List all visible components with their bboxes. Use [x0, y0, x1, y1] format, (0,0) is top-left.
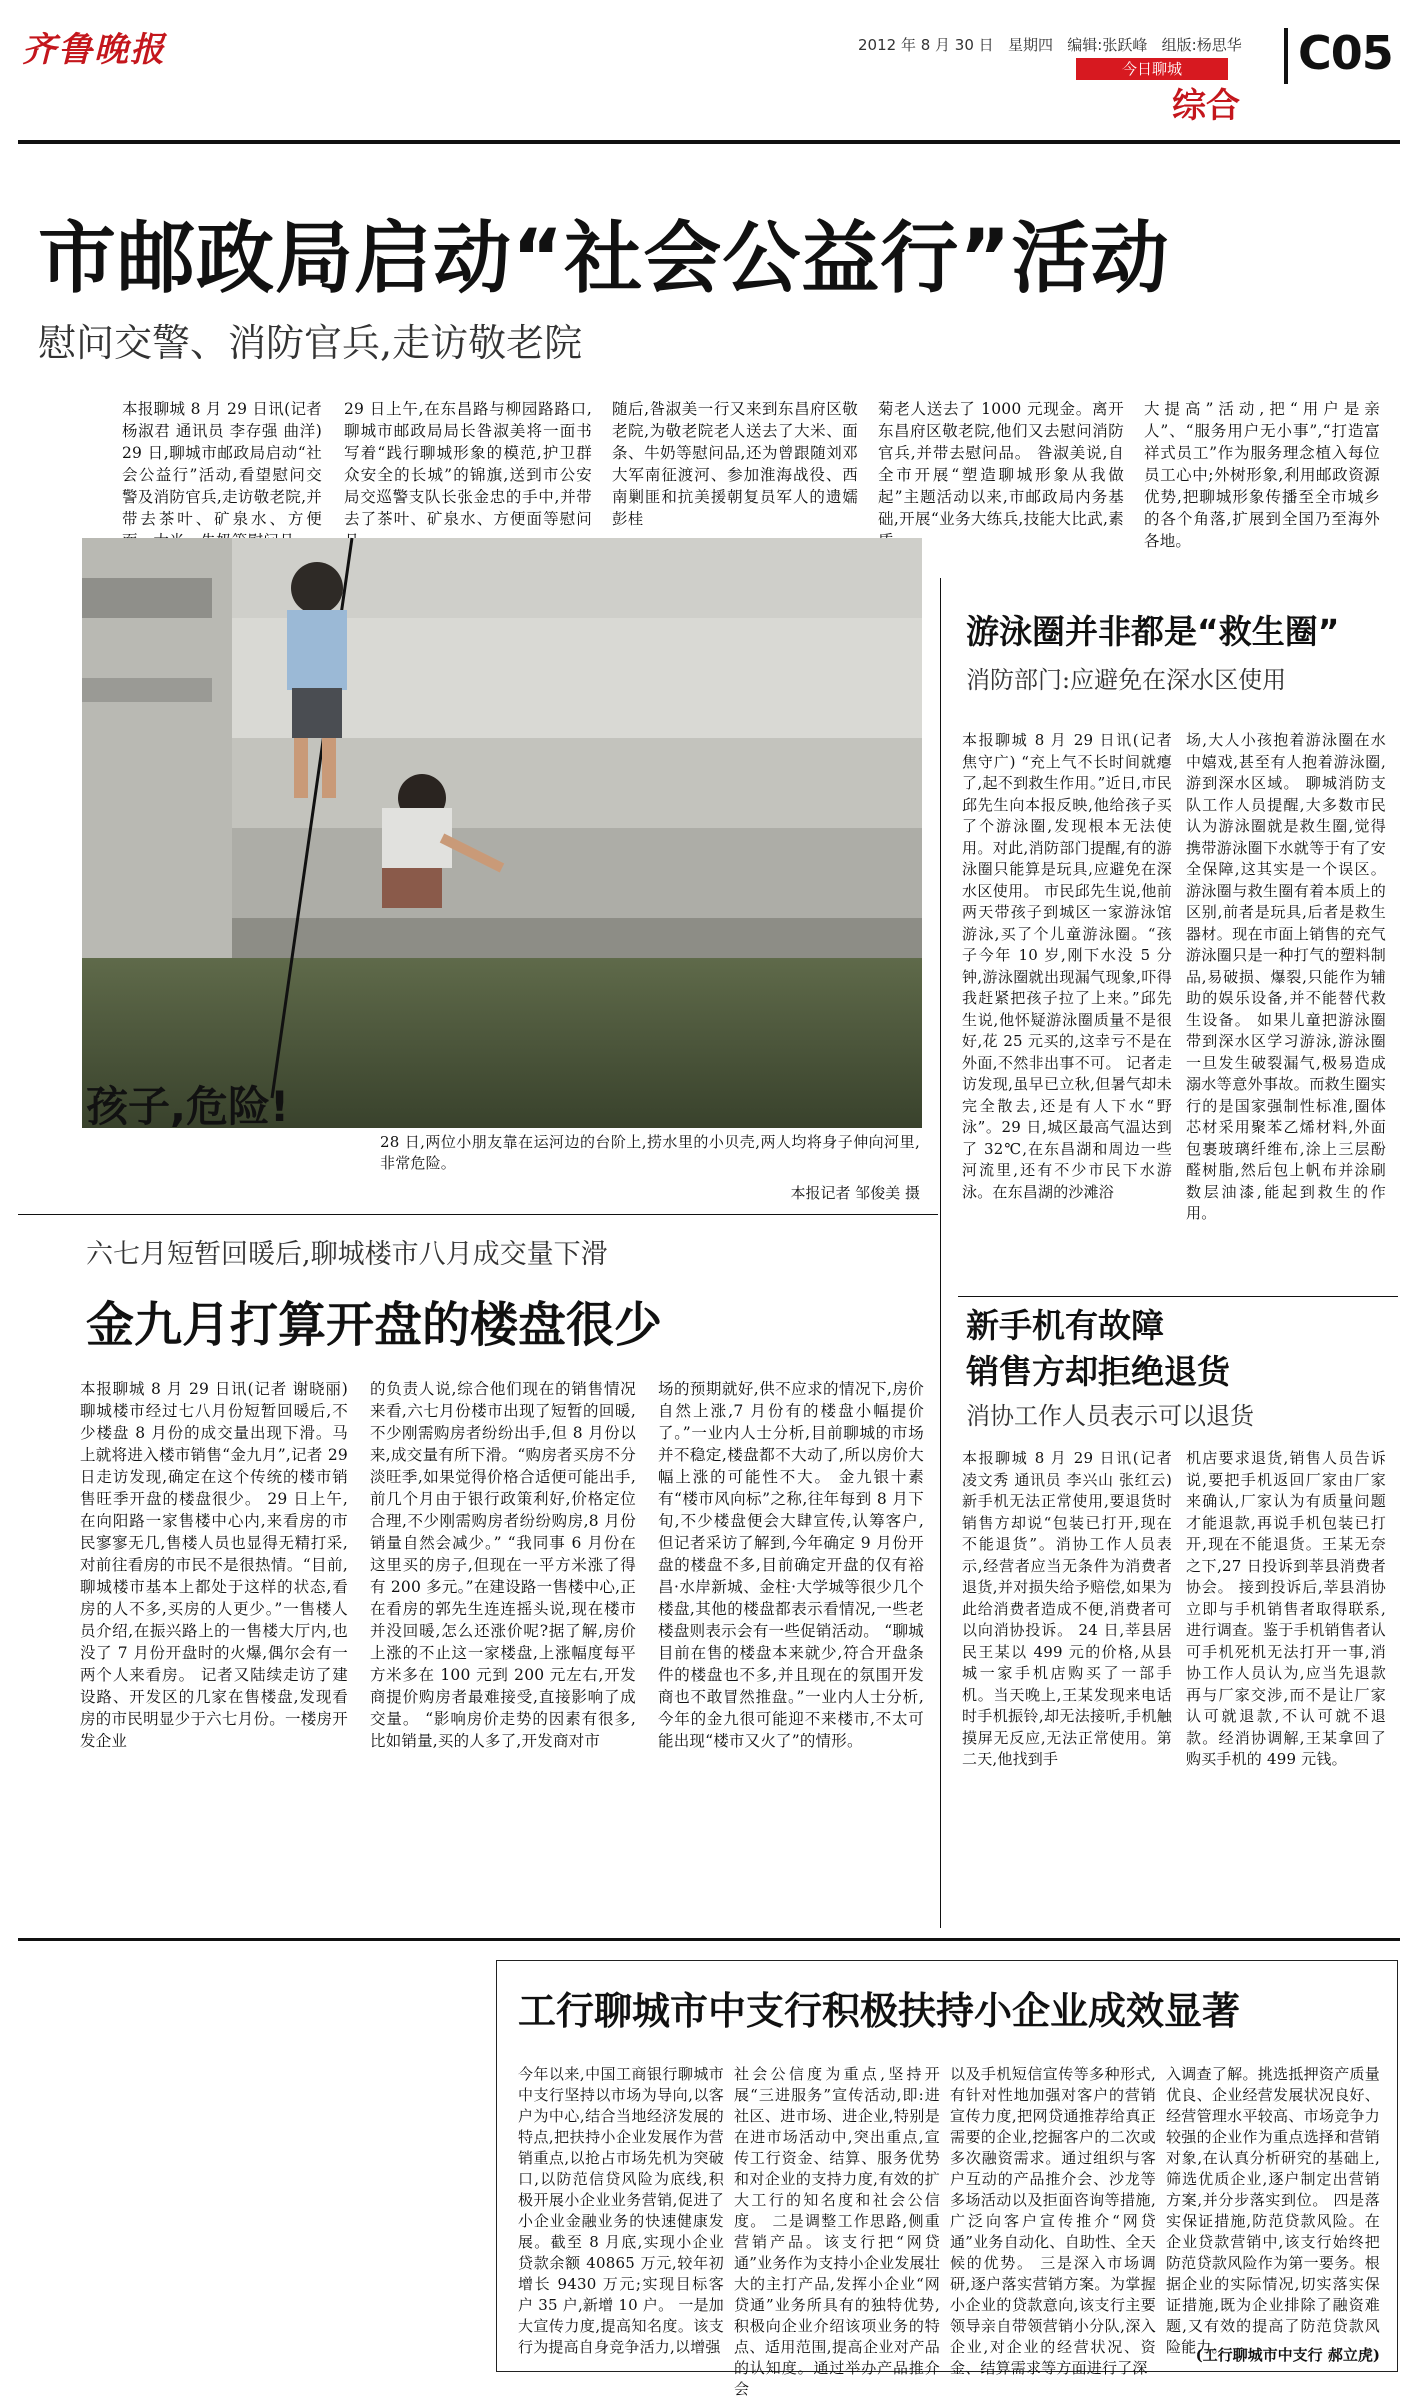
- article1-headline: 市邮政局启动“社会公益行”活动: [38, 214, 1170, 304]
- issue-info: [858, 34, 1242, 55]
- article5-col-4: 入调查了解。挑选抵押资产质量优良、企业经营发展状况良好、经营管理水平较高、市场竞争力较强的企业作为重点选择和营销对象,在认真分析研究的基础上,筛选优质企业,逐户制定出营销方案,并分步落实到位。 四是落实保证措施,防范贷款风险。在企业贷款营销中,该支行始终把防范贷款风险作为第一要务。根据企业的实际情况,切实落实保证措施,既为企业排除了融资难题,又有效的提高了防范贷款风险能力。: [1166, 2065, 1380, 2356]
- article5-headline: 工行聊城市中支行积极扶持小企业成效显著: [518, 1989, 1241, 2033]
- masthead-divider: [1284, 28, 1288, 84]
- photo-bottom-rule: [18, 1214, 938, 1215]
- article5-col-3: 以及手机短信宣传等多种形式,有针对性地加强对客户的营销宣传力度,把网贷通推荐给真正需要的企业,挖掘客户的二次或多次融资需求。通过组织与客户互动的产品推介会、沙龙等多场活动以及拒面咨询等措施,广泛向客户宣传推介“网贷通”业务自动化、自助性、全天候的优势。 三是深入市场调研,逐户落实营销方案。为掌握小企业的贷款意向,该支行主要领导亲自带领营销小分队,深入企业,对企业的经营状况、资金、结算需求等方面进行了深: [950, 2065, 1156, 2377]
- photo-story-title: 孩子,危险!: [86, 1082, 290, 1131]
- lower-section-rule: [18, 1938, 1400, 1941]
- article1-col-3: 随后,昝淑美一行又来到东昌府区敬老院,为敬老院老人送去了大米、面条、牛奶等慰问品,还为曾跟随刘邓大军南征渡河、参加淮海战役、西南剿匪和抗美援朝复员军人的遗嬬彭桂: [612, 400, 858, 528]
- article3-col-1: 本报聊城 8 月 29 日讯(记者 焦守广) “充上气不长时间就瘪了,起不到救生作用。”近日,市民邱先生向本报反映,他给孩子买了个游泳圈,发现根本无法使用。对此,消防部门提醒,有的游泳圈只能算是玩具,应避免在深水区使用。 市民邱先生说,他前两天带孩子到城区一家游泳馆游泳,买了个儿童游泳圈。“孩子今年 10 岁,刚下水没 5 分钟,游泳圈就出现漏气现象,吓得我赶紧把孩子拉了上来。”邱先生说,他怀疑游泳圈质量不是很好,花 25 元买的,这幸亏不是在外面,不然非出事不可。 记者走访发现,虽早已立秋,但暑气却未完全散去,还是有人下水“野泳”。29 日,城区最高气温达到了 32℃,在东昌湖和周边一些河流里,还有不少市民下水游泳。在东昌湖的沙滩浴: [962, 731, 1172, 1201]
- news-photo: [82, 538, 922, 1128]
- article4-col-1: 本报聊城 8 月 29 日讯(记者 凌文秀 通讯员 李兴山 张红云) 新手机无法正常使用,要退货时销售方却说“包装已打开,现在不能退货”。消协工作人员表示,经营者应当无条件为消费者退货,并对损失给予赔偿,如果为此给消费者造成不便,消费者可以向消协投诉。 24 日,莘县居民王某以 499 元的价格,从县城一家手机店购买了一部手机。当天晚上,王某发现来电话时手机振铃,却无法接听,手机触摸屏无反应,无法正常使用。第二天,他找到手: [962, 1449, 1172, 1768]
- article5-col-1: 今年以来,中国工商银行聊城市中支行坚持以市场为导向,以客户为中心,结合当地经济发展的特点,把扶持小企业发展作为营销重点,以抢占市场先机为突破口,以防范信贷风险为底线,积极开展小企业业务营销,促进了小企业金融业务的快速健康发展。截至 8 月底,实现小企业贷款余额 40865 万元,较年初增长 9430 万元;实现目标客户 35 户,新增 10 户。 一是加大宣传力度,提高知名度。该支行为提高自身竞争活力,以增强: [518, 2065, 724, 2356]
- article4-headline-line1: 新手机有故障: [966, 1306, 1164, 1345]
- newspaper-logo: 齐鲁晚报: [22, 30, 166, 70]
- issue-date: 2012 年 8 月 30 日: [858, 36, 994, 54]
- issue-weekday: 星期四: [1007, 36, 1053, 54]
- article4-col-2: 机店要求退货,销售人员告诉说,要把手机返回厂家由厂家来确认,厂家认为有质量问题才能退款,再说手机包装已打开,现在不能退货。王某无奈之下,27 日投诉到莘县消费者协会。 接到投诉后,莘县消协立即与手机销售者取得联系,进行调查。鉴于手机销售者认可手机死机无法打开一事,消协工作人员认为,应当先退款再与厂家交涉,而不是让厂家认可就退款,不认可就不退款。经消协调解,王某拿回了购买手机的 499 元钱。: [1186, 1449, 1386, 1768]
- top-rule: [18, 140, 1400, 144]
- editor-credit: 编辑:张跃峰: [1067, 36, 1148, 54]
- article4-headline-line2: 销售方却拒绝退货: [966, 1352, 1230, 1391]
- article2-headline: 金九月打算开盘的楼盘很少: [86, 1297, 663, 1353]
- photo-caption-box: [380, 1132, 920, 1203]
- article1-col-2: 29 日上午,在东昌路与柳园路路口,聊城市邮政局局长昝淑美将一面书写着“践行聊城形象的模范,护卫群众安全的长城”的锦旗,送到市公安局交巡警支队长张金忠的手中,并带去了茶叶、矿泉水、方便面等慰问: [344, 400, 592, 528]
- article3-subhead: 消防部门:应避免在深水区使用: [966, 666, 1287, 694]
- layout-credit: 组版:杨思华: [1161, 36, 1242, 54]
- article1-col-1: 本报聊城 8 月 29 日讯(记者 杨淑君 通讯员 李存强 曲洋) 29 日,聊城市邮政局启动“社会公益行”活动,看望慰问交警及消防官兵,走访敬老院,并带去茶叶、矿泉水、方便: [122, 400, 322, 528]
- article4-subhead: 消协工作人员表示可以退货: [966, 1402, 1254, 1430]
- article2-kicker: 六七月短暂回暖后,聊城楼市八月成交量下滑: [86, 1239, 608, 1270]
- article5-col-2: 社会公信度为重点,坚持开展“三进服务”宣传活动,即:进社区、进市场、进企业,特别是在进市场活动中,突出重点,宣传工行资金、结算、服务优势和对企业的支持力度,有效的扩大工行的知名度和社会公信度。 二是调整工作思路,侧重营销产品。该支行把“网贷通”业务作为支持小企业发展壮大的主打产品,发挥小企业“网贷通”业务所具有的独特优势,积极向企业介绍该项业务的特点、适用范围,提高企业对产品的认知度。通过举办产品推介会: [734, 2065, 940, 2398]
- article1-col-5: 大提高”活动,把“用户是亲人”、“服务用户无小事”,“打造富祥式员工”作为服务理念植入每位员工心中;外树形象,利用邮政资源优势,把聊城形象传播至全市城乡的各个角落,扩展到全国乃至海外各地。: [1144, 400, 1380, 550]
- section-tab: 今日聊城: [1076, 58, 1228, 80]
- article3-headline: 游泳圈并非都是“救生圈”: [966, 612, 1340, 651]
- right-column-rule: [940, 578, 941, 1928]
- page-number: C05: [1298, 26, 1393, 80]
- article2-col-1: 本报聊城 8 月 29 日讯(记者 谢晓丽) 聊城楼市经过七八月份短暂回暖后,不少楼盘 8 月份的成交量出现下滑。马上就将进入楼市销售“金九月”,记者 29 日走访发现,确定在这个传统的楼市销售旺季开盘的楼盘很少。 29 日上午,在向阳路一家售楼中心内,来看房的市民寥寥无几,售楼人员也显得无精打采,对前往看房的市民不是很热情。“目前,聊城楼市基本上都处于这样的状态,看房的人不多,买房的人更少。”一售楼人员介绍,在振兴路上的一售楼大厅内,也没了 7 月份开盘时的火爆,偶尔会有一两个人来看房。 记者又陆续走访了建设路、开发区的几家在售楼盘,发现看房的市民明显少于六七月份。一楼房开发企业: [80, 1380, 348, 1750]
- section-name: 综合: [1172, 86, 1240, 126]
- article3-col-2: 场,大人小孩抱着游泳圈在水中嬉戏,甚至有人抱着游泳圈,游到深水区域。 聊城消防支队工作人员提醒,大多数市民认为游泳圈就是救生圈,觉得携带游泳圈下水就等于有了安全保障,这其实是一个误区。游泳圈与救生圈有着本质上的区别,前者是玩具,后者是救生器材。现在市面上销售的充气游泳圈只是一种打气的塑料制品,易破损、爆裂,只能作为辅助的娱乐设备,并不能替代救生设备。 如果儿童把游泳圈带到深水区学习游泳,游泳圈一旦发生破裂漏气,极易造成溺水等意外事故。而救生圈实行的是国家强制性标准,圈体芯材采用聚苯乙烯材料,外面包裹玻璃纤维布,涂上三层酚醛树脂,然后包上帆布并涂刷数层油漆,能起到救生的作用。: [1186, 731, 1386, 1222]
- article5-byline: (工行聊城市中支行 郝立虎): [1195, 2346, 1380, 2364]
- article3-bottom-rule: [958, 1296, 1398, 1297]
- article2-col-2: 的负责人说,综合他们现在的销售情况来看,六七月份楼市出现了短暂的回暖,不少刚需购房者纷纷出手,但 8 月份以来,成交量有所下滑。“购房者买房不分淡旺季,如果觉得价格合适便可能出手,前几个月由于银行政策利好,价格定位合理,不少刚需购房者纷纷购房,8 月份销量自然会减少。” “我同事 6 月份在这里买的房子,但现在一平方米涨了得有 200 多元。”在建设路一售楼中心,正在看房的郭先生连连摇头说,现在楼市并没回暖,怎么还涨价呢?据了解,房价上涨的不止这一家楼盘,上涨幅度每平方米多在 100 元到 200 元左右,开发商提价购房者最难接受,直接影响了成交量。 “影响房价走势的因素有很多,比如销量,买的人多了,开发商对市: [370, 1380, 636, 1750]
- article2-col-3: 场的预期就好,供不应求的情况下,房价自然上涨,7 月份有的楼盘小幅提价了。”一业内人士分析,目前聊城的市场并不稳定,楼盘都不大动了,所以房价大幅上涨的可能性不大。 金九银十素有“楼市风向标”之称,往年每到 8 月下旬,不少楼盘便会大肆宣传,认筹客户,但记者采访了解到,今年确定 9 月份开盘的楼盘不多,目前确定开盘的仅有裕昌·水岸新城、金柱·大学城等很少几个楼盘,其他的楼盘都表示看情况,一些老楼盘则表示会有一些促销活动。 “聊城目前在售的楼盘本来就少,符合开盘条件的楼盘也不多,并且现在的氛围开发商也不敢冒然推盘。”一业内人士分析,今年的金九很可能迎不来楼市,不太可能出现“楼市又火了”的情形。: [658, 1380, 924, 1750]
- article1-subhead: 慰问交警、消防官兵,走访敬老院: [38, 321, 583, 365]
- photo-credit: 本报记者 邹俊美 摄: [790, 1184, 920, 1202]
- photo-caption: 28 日,两位小朋友靠在运河边的台阶上,捞水里的小贝壳,两人均将身子伸向河里,非常危险。: [380, 1133, 920, 1172]
- article1-col-4: 菊老人送去了 1000 元现金。离开东昌府区敬老院,他们又去慰问消防官兵,并带去慰问品。 昝淑美说,自全市开展“塑造聊城形象从我做起”主题活动以来,市邮政局内务基础,开展“业务大练兵,技能大比武,素: [878, 400, 1124, 528]
